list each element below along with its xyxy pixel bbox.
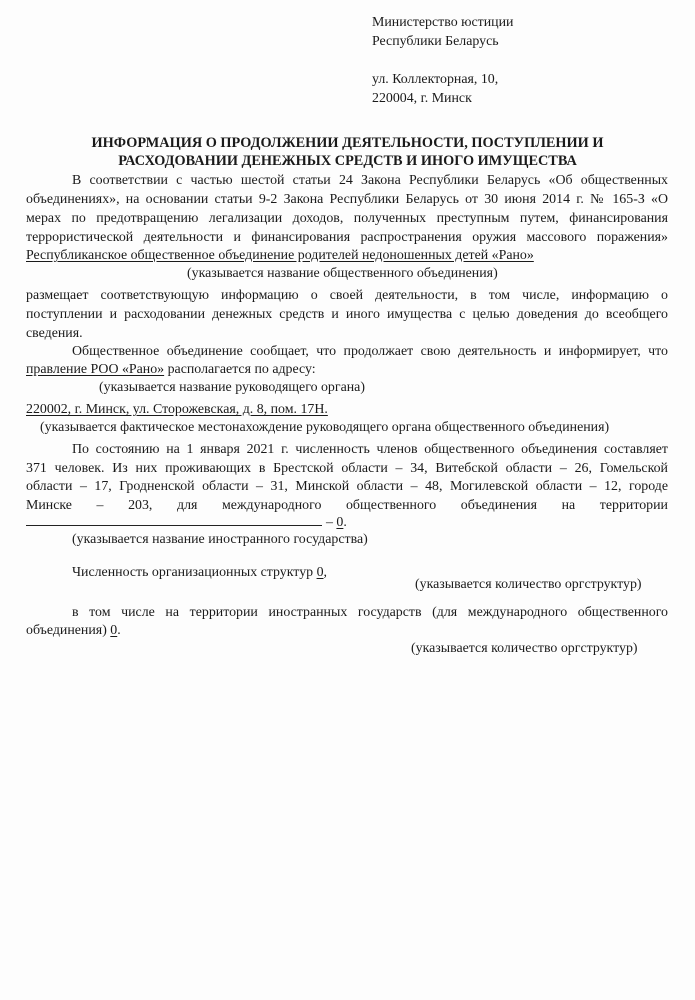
structures-comma: , bbox=[323, 565, 327, 580]
intro-line-3: мерах по предотвращению легализации доходов, полученных преступным путем, финансирования bbox=[26, 211, 668, 226]
addressee-ministry: Министерство юстиции bbox=[372, 15, 514, 30]
foreign-structures-period: . bbox=[117, 623, 121, 638]
membership-line-2: 371 человек. Из них проживающих в Брестской области – 34, Витебской области – 26, Гомельской bbox=[26, 461, 668, 476]
publish-line-3: сведения. bbox=[26, 326, 83, 341]
foreign-country-line bbox=[26, 513, 347, 532]
foreign-dash: – bbox=[326, 515, 337, 530]
foreign-structures-hint: (указывается количество оргструктур) bbox=[411, 641, 638, 656]
governing-address: 220002, г. Минск, ул. Сторожевская, д. 8, пом. 17Н. bbox=[26, 402, 328, 417]
title-line-2: РАСХОДОВАНИИ ДЕНЕЖНЫХ СРЕДСТВ И ИНОГО ИМУЩЕСТВА bbox=[118, 153, 577, 169]
intro-line-4: террористической деятельности и финансирования распространения оружия массового поражения» bbox=[26, 230, 668, 245]
foreign-structures-count: 0 bbox=[110, 623, 118, 638]
governing-body-name: правление РОО «Рано» bbox=[26, 362, 165, 377]
structures-hint: (указывается количество оргструктур) bbox=[415, 577, 642, 592]
membership-line-1: По состоянию на 1 января 2021 г. численность членов общественного объединения составляет bbox=[72, 442, 668, 457]
foreign-structures-text: объединения) bbox=[26, 623, 111, 638]
structures-line bbox=[72, 564, 327, 582]
addressee-city: 220004, г. Минск bbox=[372, 91, 472, 106]
foreign-member-count: 0 bbox=[336, 515, 344, 530]
governing-address-hint: (указывается фактическое местонахождение руководящего органа общественного объединения) bbox=[40, 420, 610, 435]
structures-label: Численность организационных структур bbox=[72, 565, 317, 580]
intro-line-1: В соответствии с частью шестой статьи 24 Закона Республики Беларусь «Об общественных bbox=[72, 173, 668, 188]
publish-line-2: поступлении и расходовании денежных средств и иного имущества с целью доведения до всеобщего bbox=[26, 307, 668, 322]
foreign-structures-line-1: в том числе на территории иностранных государств (для международного общественного bbox=[72, 605, 668, 620]
membership-line-3: области – 17, Гродненской области – 31, Минской области – 48, Могилевской области – 12, городе bbox=[26, 479, 668, 494]
governing-body-hint: (указывается название руководящего органа) bbox=[99, 380, 365, 395]
governing-line-2 bbox=[26, 361, 316, 379]
addressee-block bbox=[372, 13, 513, 108]
foreign-period: . bbox=[343, 515, 347, 530]
foreign-country-blank bbox=[26, 513, 322, 526]
addressee-country: Республики Беларусь bbox=[372, 34, 499, 49]
governing-located-text: располагается по адресу: bbox=[164, 362, 316, 377]
governing-line-1: Общественное объединение сообщает, что продолжает свою деятельность и информирует, что bbox=[72, 344, 668, 359]
document-title bbox=[0, 134, 695, 170]
publish-line-1: размещает соответствующую информацию о своей деятельности, в том числе, информацию о bbox=[26, 288, 668, 303]
foreign-country-hint: (указывается название иностранного государства) bbox=[72, 532, 368, 547]
title-line-1: ИНФОРМАЦИЯ О ПРОДОЛЖЕНИИ ДЕЯТЕЛЬНОСТИ, ПОСТУПЛЕНИИ И bbox=[91, 135, 604, 151]
addressee-street: ул. Коллекторная, 10, bbox=[372, 72, 499, 87]
organization-hint: (указывается название общественного объединения) bbox=[187, 266, 498, 281]
foreign-structures-line-2 bbox=[26, 622, 121, 640]
structures-count: 0 bbox=[316, 565, 324, 580]
membership-line-4: Минске – 203, для международного общественного объединения на территории bbox=[26, 498, 668, 513]
intro-line-2: объединениях», на основании статьи 9-2 Закона Республики Беларусь от 30 июня 2014 г. № 165-З «О bbox=[26, 192, 668, 207]
organization-name: Республиканское общественное объединение родителей недоношенных детей «Рано» bbox=[26, 248, 534, 263]
